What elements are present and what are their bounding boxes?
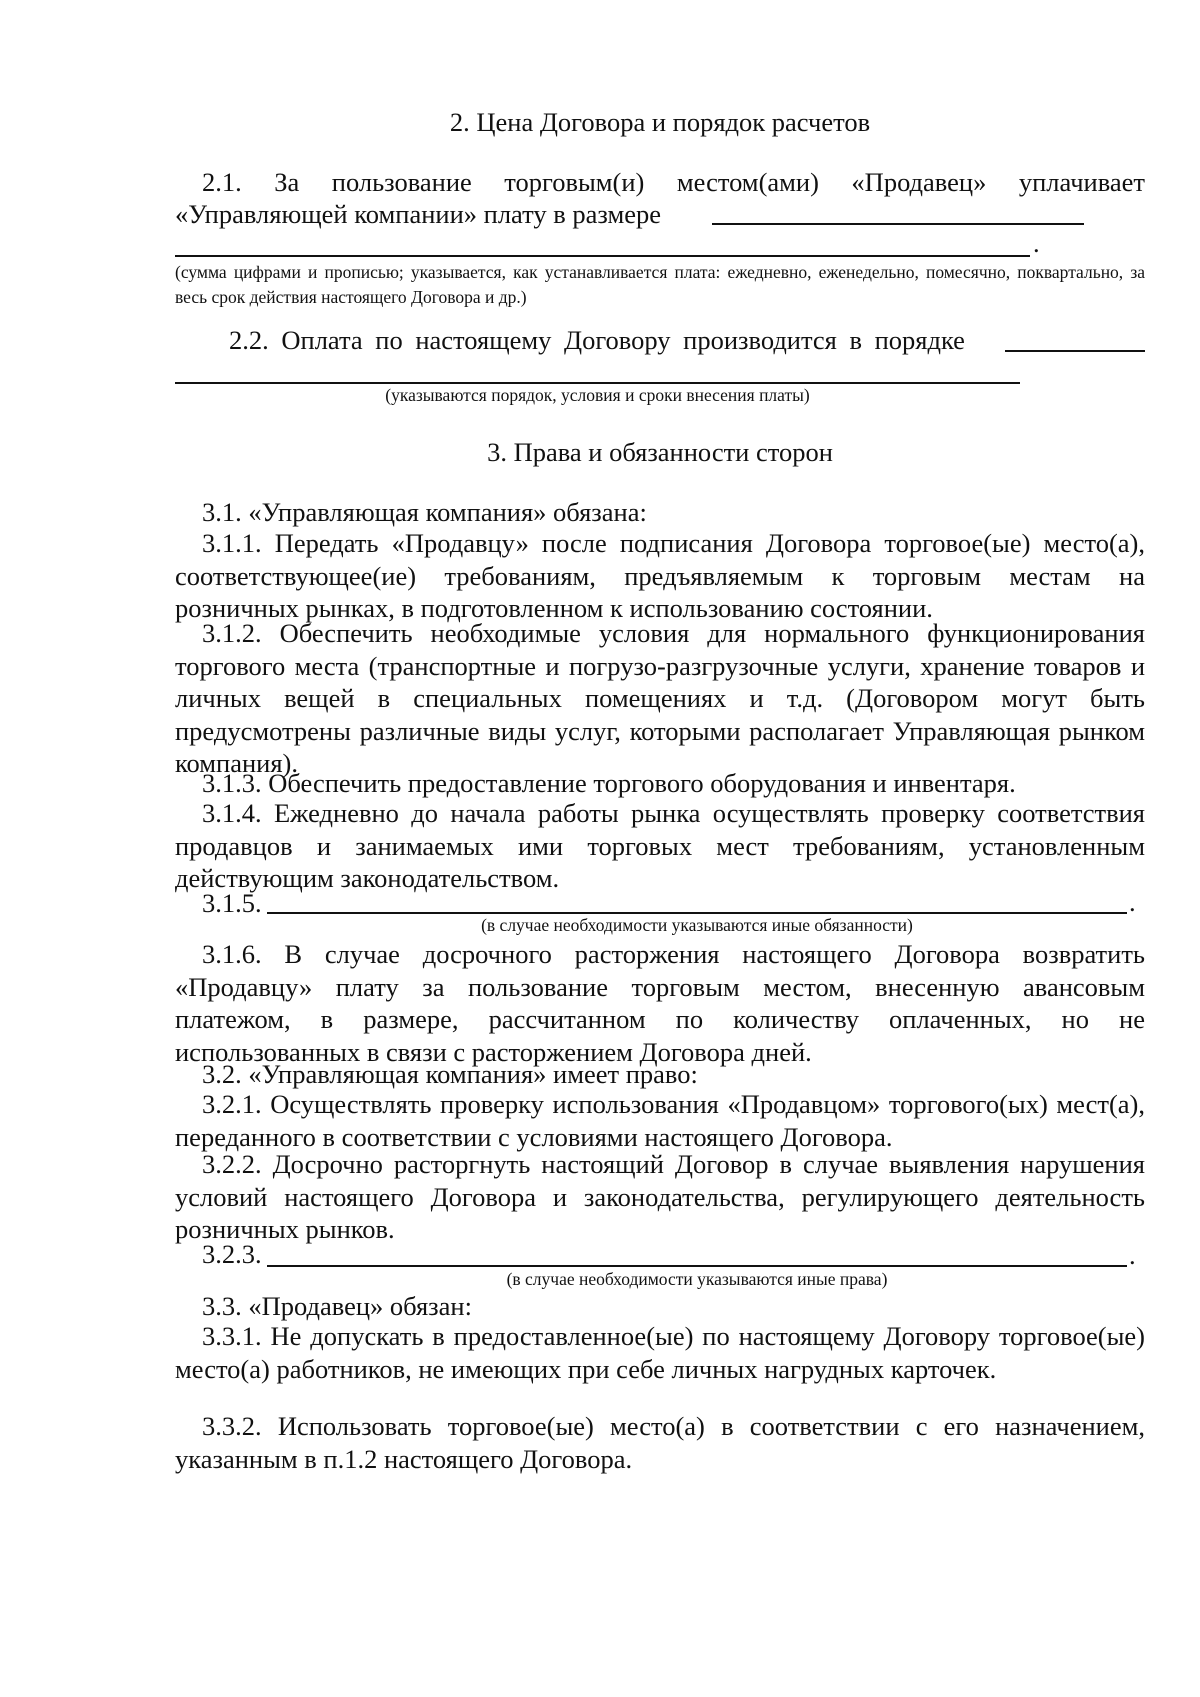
clause-2-2-text: 2.2. Оплата по настоящему Договору производится в порядке <box>229 325 965 355</box>
clause-3-1-5-note: (в случае необходимости указываются иные обязанности) <box>481 915 913 935</box>
clause-3-3: 3.3. «Продавец» обязан: <box>202 1291 472 1321</box>
section-3-title: 3. Права и обязанности сторон <box>487 437 833 467</box>
clause-3-2-3-note: (в случае необходимости указываются иные права) <box>506 1269 888 1289</box>
clause-3-1-4: 3.1.4. Ежедневно до начала работы рынка осуществлять проверку соответствия продавцов и занимаемых ими торговых мест требованиям, установленным действующим законодательством. <box>175 798 1145 893</box>
clause-3-1: 3.1. «Управляющая компания» обязана: <box>202 497 647 527</box>
clause-3-2: 3.2. «Управляющая компания» имеет право: <box>202 1059 698 1089</box>
clause-2-1-note: (сумма цифрами и прописью; указывается, как устанавливается плата: ежедневно, еженедельно, помесячно, поквартально, за весь срок действия настоящего Договора и др.) <box>175 262 1145 307</box>
amount-blank-line-2[interactable] <box>175 255 1030 257</box>
clause-2-1-text: «Управляющей компании» плату в размере <box>175 199 662 229</box>
clause-2-1-line-2 <box>175 198 1145 231</box>
period-mark: . <box>1033 228 1040 258</box>
clause-2-2-line-1 <box>175 324 1145 357</box>
clause-2-2-note: (указываются порядок, условия и сроки внесения платы) <box>385 385 810 405</box>
clause-3-3-1: 3.3.1. Не допускать в предоставленное(ые) по настоящему Договору торговое(ые) место(а) работников, не имеющих при себе личных нагрудных карточек. <box>175 1321 1145 1384</box>
section-2-title: 2. Цена Договора и порядок расчетов <box>449 107 871 137</box>
clause-3-2-2: 3.2.2. Досрочно расторгнуть настоящий Договор в случае выявления нарушения условий настоящего Договора и законодательства, регулирующего деятельность розничных рынков. <box>175 1149 1145 1244</box>
clause-3-2-3: 3.2.3. <box>202 1239 262 1269</box>
period-mark: . <box>1129 1240 1136 1270</box>
clause-3-1-5: 3.1.5. <box>202 888 262 918</box>
period-mark: . <box>1129 887 1136 917</box>
clause-3-1-3: 3.1.3. Обеспечить предоставление торгового оборудования и инвентаря. <box>202 768 1016 798</box>
clause-3-1-6: 3.1.6. В случае досрочного расторжения настоящего Договора возвратить «Продавцу» плату за пользование торговым местом, внесенную авансовым платежом, в размере, рассчитанном по количеству оплаченных, но не использованных в связи с расторжением Договора дней. <box>175 939 1145 1067</box>
amount-blank-line-1[interactable] <box>712 223 1084 225</box>
clause-3-1-1: 3.1.1. Передать «Продавцу» после подписания Договора торговое(ые) место(а), соответствующее(ие) требованиям, предъявляемым к торговым местам на розничных рынках, в подготовленном к использованию состоянии. <box>175 528 1145 623</box>
clause-3-1-2: 3.1.2. Обеспечить необходимые условия для нормального функционирования торгового места (транспортные и погрузо-разгрузочные услуги, хранение товаров и личных вещей в специальных помещениях и т.д. (Договором могут быть предусмотрены различные виды услуг, которыми располагает Управляющая рынком компания). <box>175 618 1145 778</box>
clause-3-2-1: 3.2.1. Осуществлять проверку использования «Продавцом» торгового(ых) мест(а), переданного в соответствии с условиями настоящего Договора. <box>175 1089 1145 1152</box>
clause-3-3-2: 3.3.2. Использовать торговое(ые) место(а) в соответствии с его назначением, указанным в п.1.2 настоящего Договора. <box>175 1411 1145 1474</box>
payment-order-blank-line-1[interactable] <box>1005 350 1145 352</box>
clause-2-1-line-1: 2.1. За пользование торговым(и) местом(ами) «Продавец» уплачивает <box>202 167 1145 197</box>
